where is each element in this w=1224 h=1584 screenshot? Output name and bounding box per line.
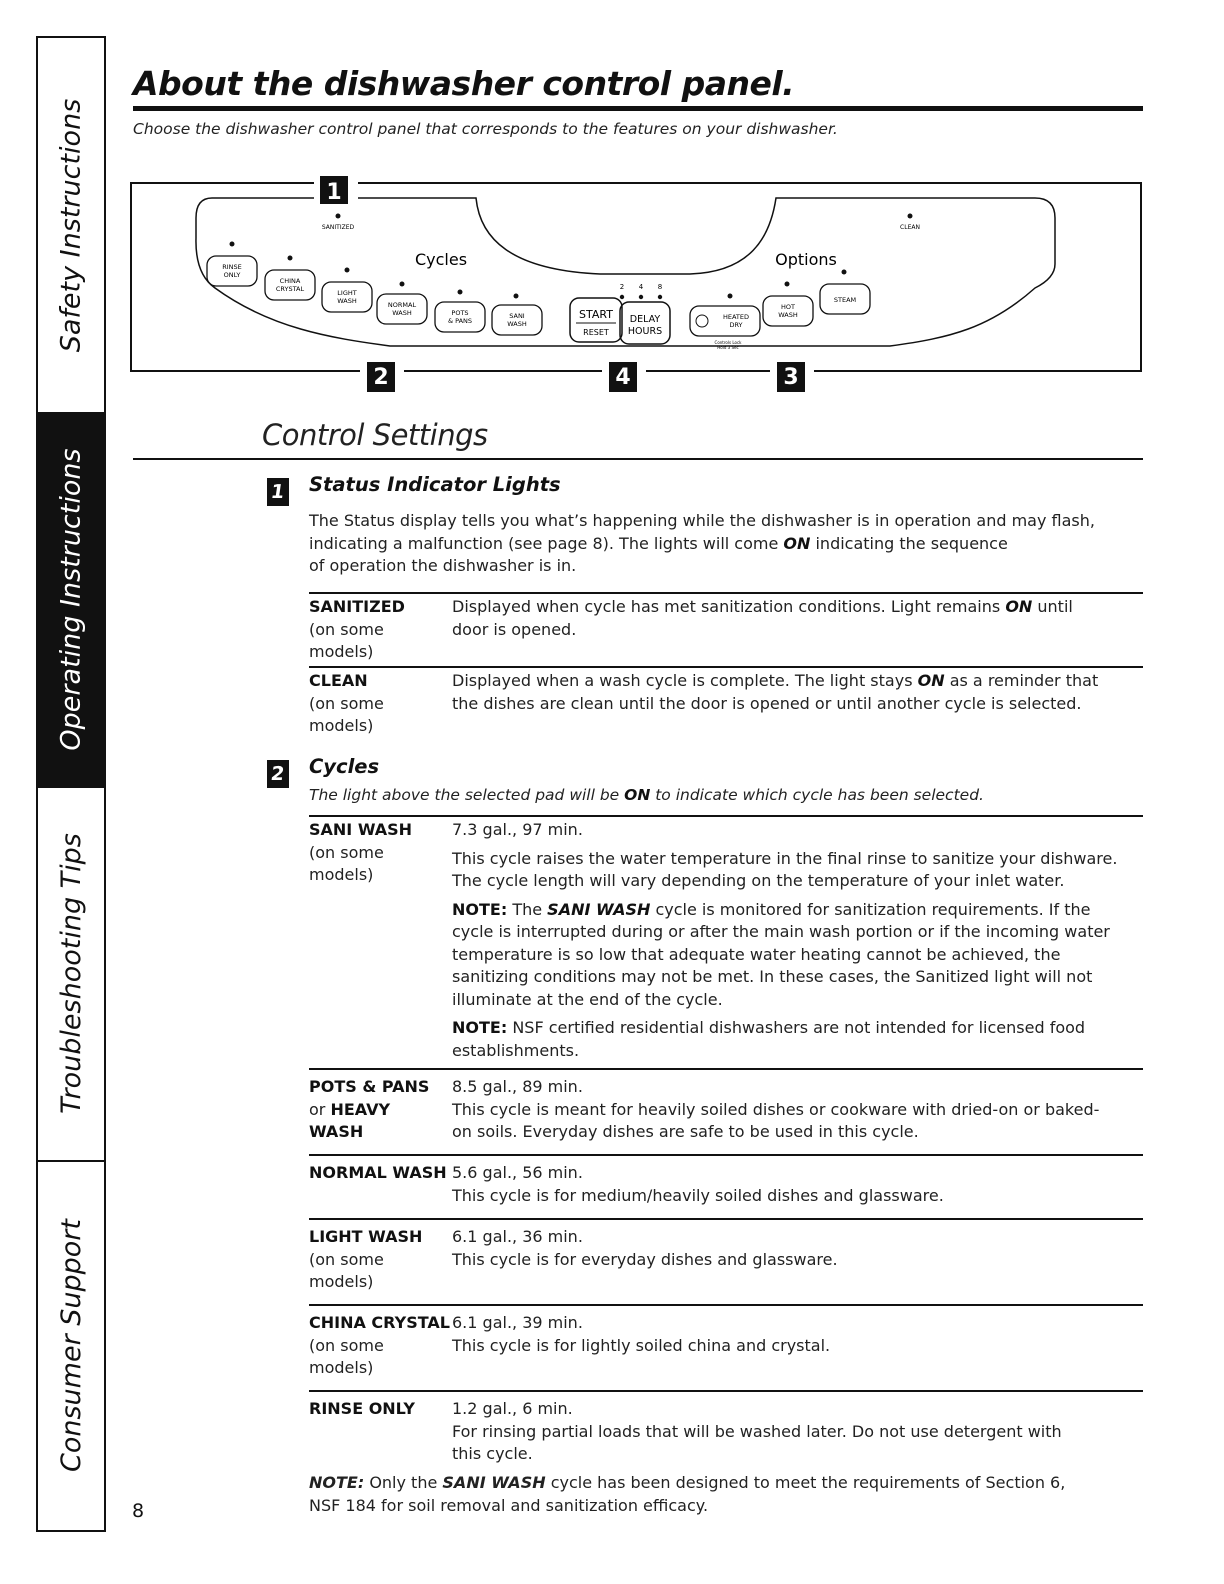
title-rule <box>133 106 1143 111</box>
heated-dry-button[interactable] <box>690 294 760 351</box>
svg-text:HOT: HOT <box>781 303 795 311</box>
tab-operating-instructions[interactable] <box>38 412 104 788</box>
row-rule <box>309 1304 1143 1306</box>
svg-text:LIGHT: LIGHT <box>337 289 357 297</box>
hot-wash-button[interactable] <box>763 282 813 327</box>
table-row-pots-pans: POTS & PANS or HEAVY WASH 8.5 gal., 89 min. This cycle is meant for heavily soiled dishes or cookware with dried-on or baked- on soils. Everyday dishes are safe to be used in this cycle. <box>309 1077 1100 1141</box>
row-rule <box>309 1218 1143 1220</box>
tab-label: Troubleshooting Tips <box>55 832 87 1114</box>
svg-text:Controls Lock: Controls Lock <box>714 340 742 345</box>
svg-text:WASH: WASH <box>337 297 357 305</box>
tab-troubleshooting-tips[interactable] <box>38 786 104 1162</box>
pots-pans-button[interactable] <box>435 290 485 333</box>
svg-text:RINSE: RINSE <box>222 263 242 271</box>
side-navigation <box>36 36 106 1532</box>
row-rule <box>309 592 1143 594</box>
svg-text:STEAM: STEAM <box>833 296 857 304</box>
section-number-2: 2 <box>267 760 289 788</box>
svg-text:8: 8 <box>657 283 663 291</box>
section-title-cycles: Cycles <box>309 755 380 778</box>
svg-text:4: 4 <box>638 283 644 291</box>
table-row-rinse-only: RINSE ONLY 1.2 gal., 6 min. For rinsing partial loads that will be washed later. Do not use detergent with this cycle. <box>309 1399 1062 1463</box>
tab-label: Safety Instructions <box>55 98 87 352</box>
svg-text:NORMAL: NORMAL <box>387 301 417 309</box>
clean-label: CLEAN <box>900 224 920 231</box>
svg-text:HEATED: HEATED <box>722 313 750 321</box>
svg-text:CHINA: CHINA <box>279 277 301 285</box>
svg-text:& PANS: & PANS <box>447 317 473 325</box>
table-row-sani-wash: SANI WASH (on some models) 7.3 gal., 97 min. This cycle raises the water temperature in the final rinse to sanitize your dishware. The cycle length will vary depending on the temperature of your inlet water. NOTE: The SANI WASH cycle is monitored for sanitization requirements. If the cycle is interrupted during or after the main wash portion or if the incoming water temperature is so low that adequate water heating cannot be achieved, the sanitizing conditions may not be met. In these cases, the Sanitized light will not illuminate at the end of the cycle. NOTE: NSF certified residential dishwashers are not intended for licensed food establishments. <box>309 820 1118 1060</box>
sanitized-light <box>336 214 341 219</box>
section-rule <box>133 458 1143 460</box>
status-intro: The Status display tells you what’s happening while the dishwasher is in operation and may flash, indicating a malfunction (see page 8). The lights will come ON indicating the sequence of operation the dishwasher is in. <box>309 511 1095 575</box>
svg-text:DELAY: DELAY <box>629 314 661 325</box>
row-rule <box>309 1390 1143 1392</box>
svg-text:ONLY: ONLY <box>223 271 241 279</box>
section-number-1: 1 <box>267 478 289 506</box>
row-rule <box>309 1068 1143 1070</box>
row-rule <box>309 1154 1143 1156</box>
clean-light <box>908 214 913 219</box>
svg-text:CRYSTAL: CRYSTAL <box>275 285 305 293</box>
callout-3-label: 3 <box>783 365 799 390</box>
rinse-only-button[interactable] <box>207 242 257 287</box>
table-row-sanitized: SANITIZED (on some models) Displayed when cycle has met sanitization conditions. Light remains ON until door is opened. <box>309 597 1073 661</box>
sani-wash-button[interactable] <box>492 294 542 336</box>
tab-consumer-support[interactable] <box>38 1160 104 1530</box>
cycles-intro: The light above the selected pad will be ON to indicate which cycle has been selected. <box>309 786 984 804</box>
sanitized-label: SANITIZED <box>321 224 355 231</box>
row-rule <box>309 666 1143 668</box>
callout-4-label: 4 <box>615 365 631 390</box>
svg-text:HOURS: HOURS <box>627 326 663 337</box>
start-reset-button[interactable] <box>570 298 622 342</box>
svg-text:START: START <box>579 308 613 321</box>
callout-2-label: 2 <box>373 365 389 390</box>
options-label: Options <box>775 250 837 269</box>
svg-text:DRY: DRY <box>729 321 743 329</box>
svg-text:WASH: WASH <box>507 320 527 328</box>
page-title: About the dishwasher control panel. <box>133 64 795 103</box>
cycles-label: Cycles <box>414 250 468 269</box>
page-subtitle: Choose the dishwasher control panel that corresponds to the features on your dishwasher. <box>133 120 838 138</box>
table-row-china-crystal: CHINA CRYSTAL (on some models) 6.1 gal., 39 min. This cycle is for lightly soiled china and crystal. <box>309 1313 831 1377</box>
svg-text:POTS: POTS <box>451 309 469 317</box>
svg-text:SANI: SANI <box>509 312 525 320</box>
delay-hours-button[interactable] <box>620 283 670 344</box>
final-note: NOTE: Only the SANI WASH cycle has been designed to meet the requirements of Section 6, NSF 184 for soil removal and sanitization efficacy. <box>309 1473 1066 1515</box>
normal-wash-button[interactable] <box>377 282 427 325</box>
tab-safety-instructions[interactable] <box>38 38 104 414</box>
page-number: 8 <box>132 1500 145 1522</box>
svg-text:RESET: RESET <box>583 328 609 337</box>
svg-text:WASH: WASH <box>392 309 412 317</box>
svg-text:Hold 3 Sec: Hold 3 Sec <box>717 345 739 350</box>
panel-outline <box>196 198 1055 346</box>
lock-icon <box>696 315 708 327</box>
table-row-light-wash: LIGHT WASH (on some models) 6.1 gal., 36 min. This cycle is for everyday dishes and glassware. <box>309 1227 838 1291</box>
table-row-normal-wash: NORMAL WASH 5.6 gal., 56 min. This cycle is for medium/heavily soiled dishes and glassware. <box>309 1163 944 1205</box>
china-crystal-button[interactable] <box>265 256 315 301</box>
section-title-status-lights: Status Indicator Lights <box>309 473 561 496</box>
section-heading: Control Settings <box>262 418 488 452</box>
tab-label: Consumer Support <box>55 1218 87 1472</box>
svg-text:2: 2 <box>619 283 625 291</box>
row-rule <box>309 815 1143 817</box>
steam-button[interactable] <box>820 270 870 315</box>
svg-text:WASH: WASH <box>778 311 798 319</box>
callout-1-label: 1 <box>326 180 342 205</box>
tab-label: Operating Instructions <box>55 447 87 751</box>
control-panel-diagram <box>130 178 1142 390</box>
table-row-clean: CLEAN (on some models) Displayed when a wash cycle is complete. The light stays ON as a reminder that the dishes are clean until the door is opened or until another cycle is selected. <box>309 671 1099 735</box>
light-wash-button[interactable] <box>322 268 372 313</box>
